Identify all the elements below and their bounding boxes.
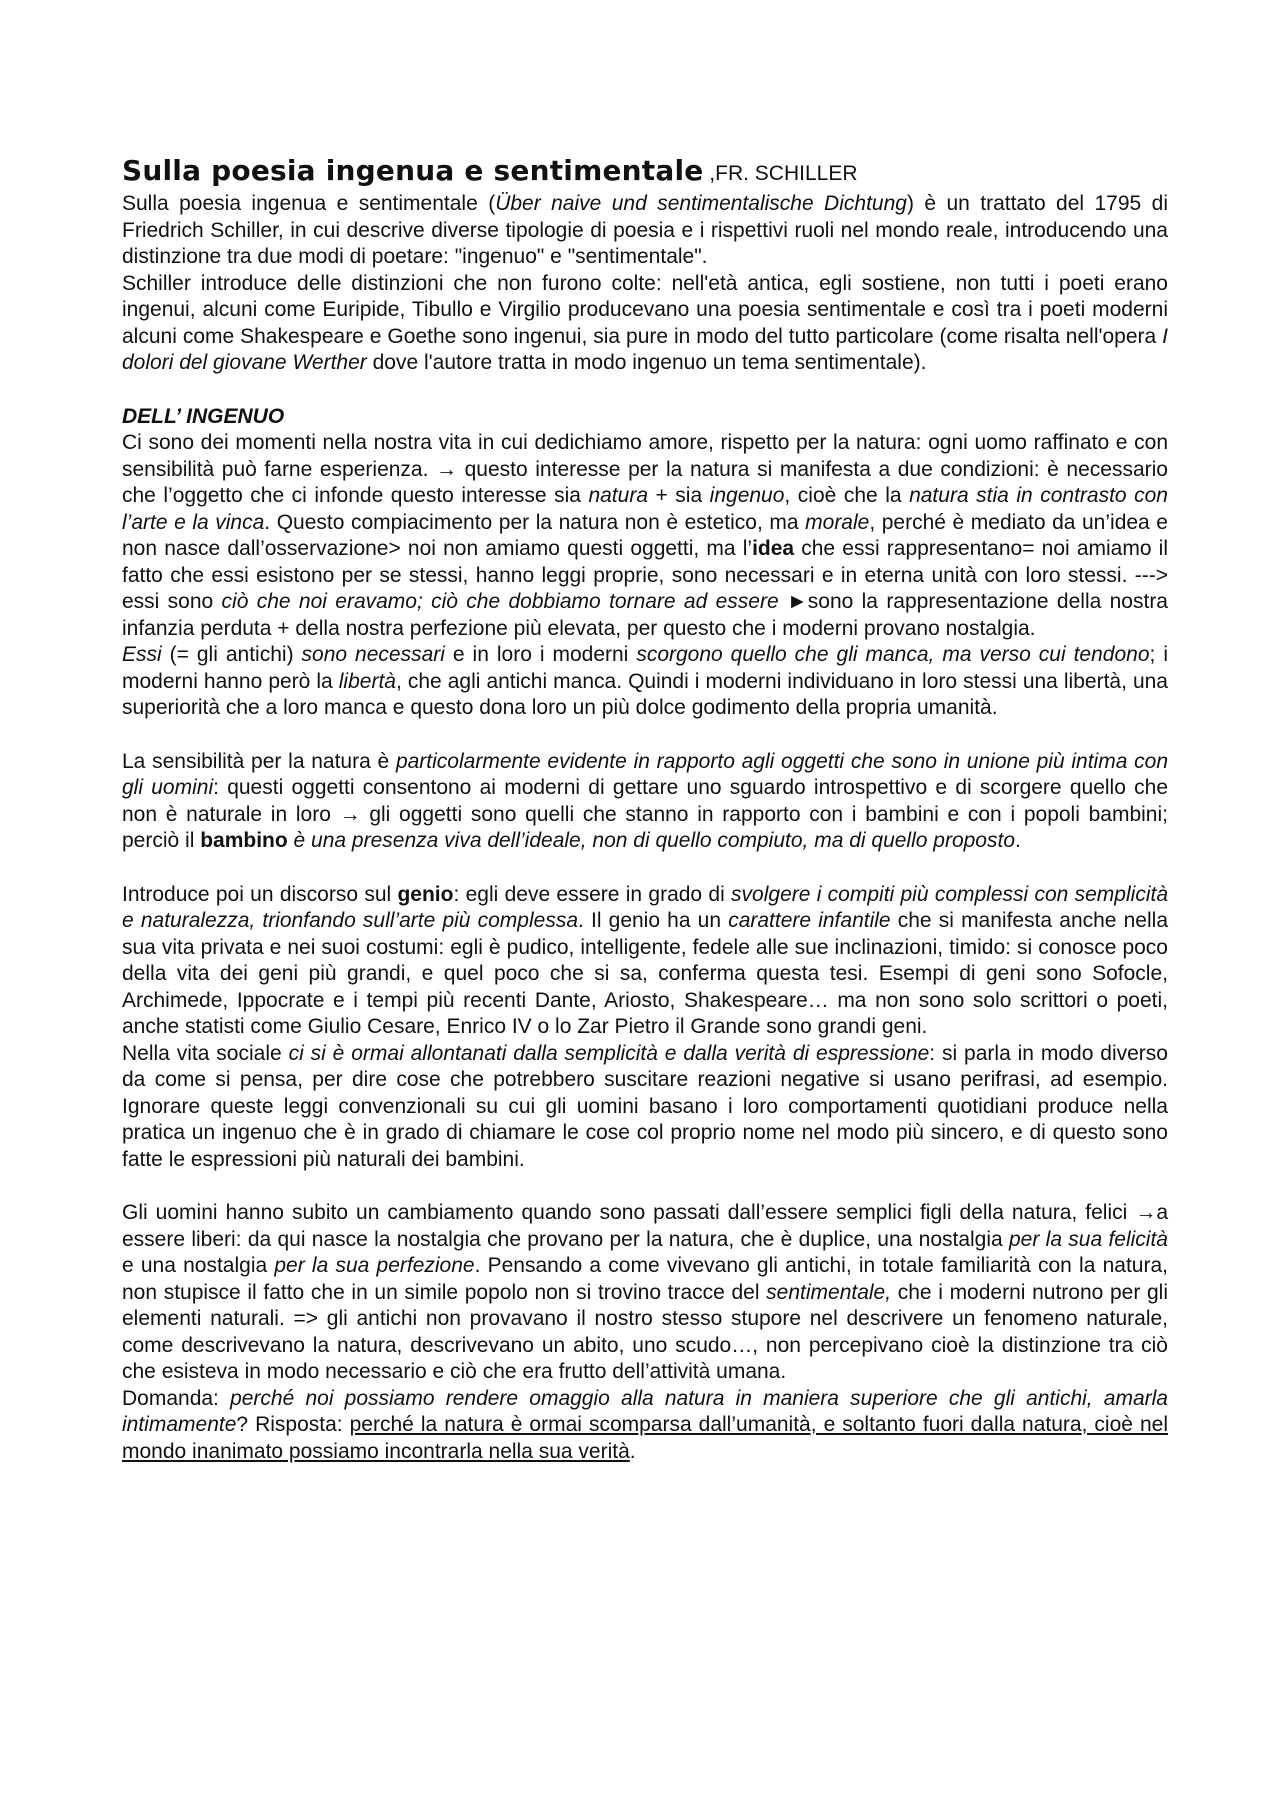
intro-paragraph-2 xyxy=(122,271,1168,377)
text-span: . Questo compiacimento per la natura non è estetico, ma xyxy=(264,510,806,534)
section-heading: DELL’ INGENUO xyxy=(122,404,285,428)
text-span: , perché è mediato da un’idea e non nasce dall’osservazione> noi non amiamo questi oggetti, ma l’ xyxy=(122,510,1168,560)
text-span: : si parla in modo diverso da come si pensa, per dire cose che potrebbero suscitare reazioni negative si usano perifrasi, ad esempio. Ignorare queste leggi convenzionali su cui gli uomini basano i loro comportamenti quotidiani produce nella pratica un ingenuo che è in grado di chiamare le cose col proprio nome nel modo più sincero, e di questo sono fatte le espressioni più naturali dei bambini. xyxy=(122,1041,1168,1171)
text-span: Sulla poesia ingenua e sentimentale ( xyxy=(122,192,496,215)
text-span: dove l'autore tratta in modo ingenuo un tema sentimentale). xyxy=(366,351,927,374)
emphasis: scorgono quello che gli manca, ma verso cui tendono xyxy=(636,643,1150,666)
section-paragraph-3 xyxy=(122,749,1168,855)
emphasis: morale xyxy=(805,510,870,534)
text-span: . xyxy=(1015,829,1021,852)
emphasis: per la sua felicità xyxy=(1009,1227,1168,1251)
emphasis: natura xyxy=(588,484,648,507)
text-span: La sensibilità per la natura è xyxy=(122,749,396,773)
text-span: . Il genio ha un xyxy=(578,909,729,932)
emphasis: ingenuo xyxy=(709,484,785,507)
emphasis: ci si è ormai allontanati dalla semplicità e dalla verità di espressione xyxy=(288,1041,930,1065)
emphasis: natura stia in contrasto con l’arte e la vinca xyxy=(122,484,1168,534)
emphasis: Essi xyxy=(122,643,162,666)
text-span: ? Risposta: xyxy=(236,1413,350,1436)
text-span: Ci sono dei momenti nella nostra vita in cui dedichiamo amore, rispetto per la natura: ogni uomo raffinato e con sensibilità può farne esperienza. → questo interesse per la natura si manifesta a due condizioni: è necessario che l’oggetto che ci infonde questo interesse sia xyxy=(122,431,1168,507)
text-span: e in loro i moderni xyxy=(444,643,637,666)
text-span: , che agli antichi manca. Quindi i moderni individuano in loro stessi una libertà, una superiorità che a loro manca e questo dona loro un più dolce godimento della propria umanità. xyxy=(122,669,1168,719)
text-span: che si manifesta anche nella sua vita privata e nei suoi costumi: egli è pudico, intelligente, fedele alle sue inclinazioni, timido: si conosce poco della vita dei geni più grandi, e quel poco che si sa, conferma questa tesi. Esempi di geni sono Sofocle, Archimede, Ippocrate e i tempi più recenti Dante, Ariosto, Shakespeare… ma non sono solo scrittori o poeti, anche statisti come Giulio Cesare, Enrico IV o lo Zar Pietro il Grande sono grandi geni. xyxy=(122,909,1168,1038)
emphasis: sono necessari xyxy=(301,643,445,666)
emphasis: libertà xyxy=(338,669,396,693)
text-span: Schiller introduce delle distinzioni che non furono colte: nell'età antica, egli sostiene, non tutti i poeti erano ingenui, alcuni come Euripide, Tibullo e Virgilio producevano una poesia sentimentale e così tra i poeti moderni alcuni come Shakespeare e Goethe sono ingenui, sia pure in modo del tutto particolare (come risalta nell'opera xyxy=(122,271,1168,348)
emphasis: particolarmente evidente in rapporto agli oggetti che sono in unione più intima con gli uomini xyxy=(122,749,1168,799)
bold-term: idea xyxy=(752,537,795,560)
paragraph-gap xyxy=(122,1173,1168,1200)
text-span: . Pensando a come vivevano gli antichi, in totale familiarità con la natura, non stupisce il fatto che in un simile popolo non si trovino tracce del xyxy=(122,1254,1168,1304)
intro-paragraph-1 xyxy=(122,191,1168,271)
document-page xyxy=(122,154,1168,1465)
text-span: : questi oggetti consentono ai moderni di gettare uno sguardo introspettivo e di scorgere quello che non è naturale in loro → gli oggetti sono quelli che stanno in rapporto con i bambini e con i popoli bambini; perciò il xyxy=(122,776,1168,852)
werther-title-italic: I dolori del giovane Werther xyxy=(122,324,1168,374)
bold-term: genio xyxy=(397,882,454,906)
text-span: Nella vita sociale xyxy=(122,1041,289,1065)
paragraph-gap xyxy=(122,722,1168,749)
text-span: Domanda: xyxy=(122,1386,231,1410)
text-span: , cioè che la xyxy=(784,484,910,507)
title-main: Sulla poesia ingenua e sentimentale xyxy=(122,154,704,187)
section-paragraph-5 xyxy=(122,1041,1168,1174)
paragraph-gap xyxy=(122,855,1168,882)
bold-term: bambino xyxy=(200,829,288,852)
title-author: ,FR. SCHILLER xyxy=(703,162,858,185)
text-span: (= gli antichi) xyxy=(161,643,302,666)
text-span: ) è un trattato del 1795 di Friedrich Schiller, in cui descrive diverse tipologie di poesia e i rispettivi ruoli nel mondo reale, introducendo una distinzione tra due modi di poetare: "ingenuo" e "sentimentale". xyxy=(122,192,1168,268)
section-paragraph-2 xyxy=(122,642,1168,722)
emphasis: è una presenza viva dell’ideale, non di quello compiuto, ma di quello proposto xyxy=(287,829,1016,852)
emphasis: carattere infantile xyxy=(728,909,891,932)
text-span: e una nostalgia xyxy=(122,1254,275,1277)
emphasis: sentimentale, xyxy=(766,1280,892,1304)
text-span: che i moderni nutrono per gli elementi naturali. => gli antichi non provavano il nostro stesso stupore nel descrivere un fenomeno naturale, come descrivevano la natura, descrivevano un abito, uno scudo…, non percepivano cioè la distinzione tra ciò che esisteva in modo necessario e ciò che era frutto dell’attività umana. xyxy=(122,1280,1168,1383)
section-paragraph-1 xyxy=(122,430,1168,642)
paragraph-gap xyxy=(122,377,1168,404)
text-span: . xyxy=(629,1439,636,1463)
work-title-italic: Über naive und sentimentalische Dichtung xyxy=(495,192,907,215)
text-span: Gli uomini hanno subito un cambiamento quando sono passati dall’essere semplici figli della natura, felici →a essere liberi: da qui nasce la nostalgia che provano per la natura, che è duplice, una nostalgia xyxy=(122,1201,1168,1251)
section-paragraph-4 xyxy=(122,882,1168,1041)
text-span: Introduce poi un discorso sul xyxy=(122,882,398,906)
emphasis: svolgere i compiti più complessi con semplicità e naturalezza, trionfando sull’arte più complessa xyxy=(122,882,1168,932)
document-title xyxy=(122,154,1168,191)
section-paragraph-6 xyxy=(122,1200,1168,1386)
emphasis: perché noi possiamo rendere omaggio alla natura in maniera superiore che gli antichi, amarla intimamente xyxy=(122,1386,1168,1436)
text-span: ►sono la rappresentazione della nostra infanzia perduta + della nostra perfezione più elevata, per questo che i moderni provano nostalgia. xyxy=(122,590,1168,640)
underlined-answer: perché la natura è ormai scomparsa dall’umanità, e soltanto fuori dalla natura, cioè nel mondo inanimato possiamo incontrarla nella sua verità xyxy=(122,1413,1168,1463)
emphasis: per la sua perfezione xyxy=(274,1254,475,1277)
emphasis: ciò che noi eravamo; ciò che dobbiamo tornare ad essere xyxy=(221,590,779,613)
text-span: che essi rappresentano= noi amiamo il fatto che essi esistono per se stessi, hanno leggi proprie, sono necessari e in eterna unità con loro stessi. ---> essi sono xyxy=(122,537,1169,613)
text-span: + sia xyxy=(648,484,710,507)
section-paragraph-7 xyxy=(122,1386,1168,1466)
text-span: : egli deve essere in grado di xyxy=(453,882,732,906)
text-span: ; i moderni hanno però la xyxy=(122,643,1168,693)
